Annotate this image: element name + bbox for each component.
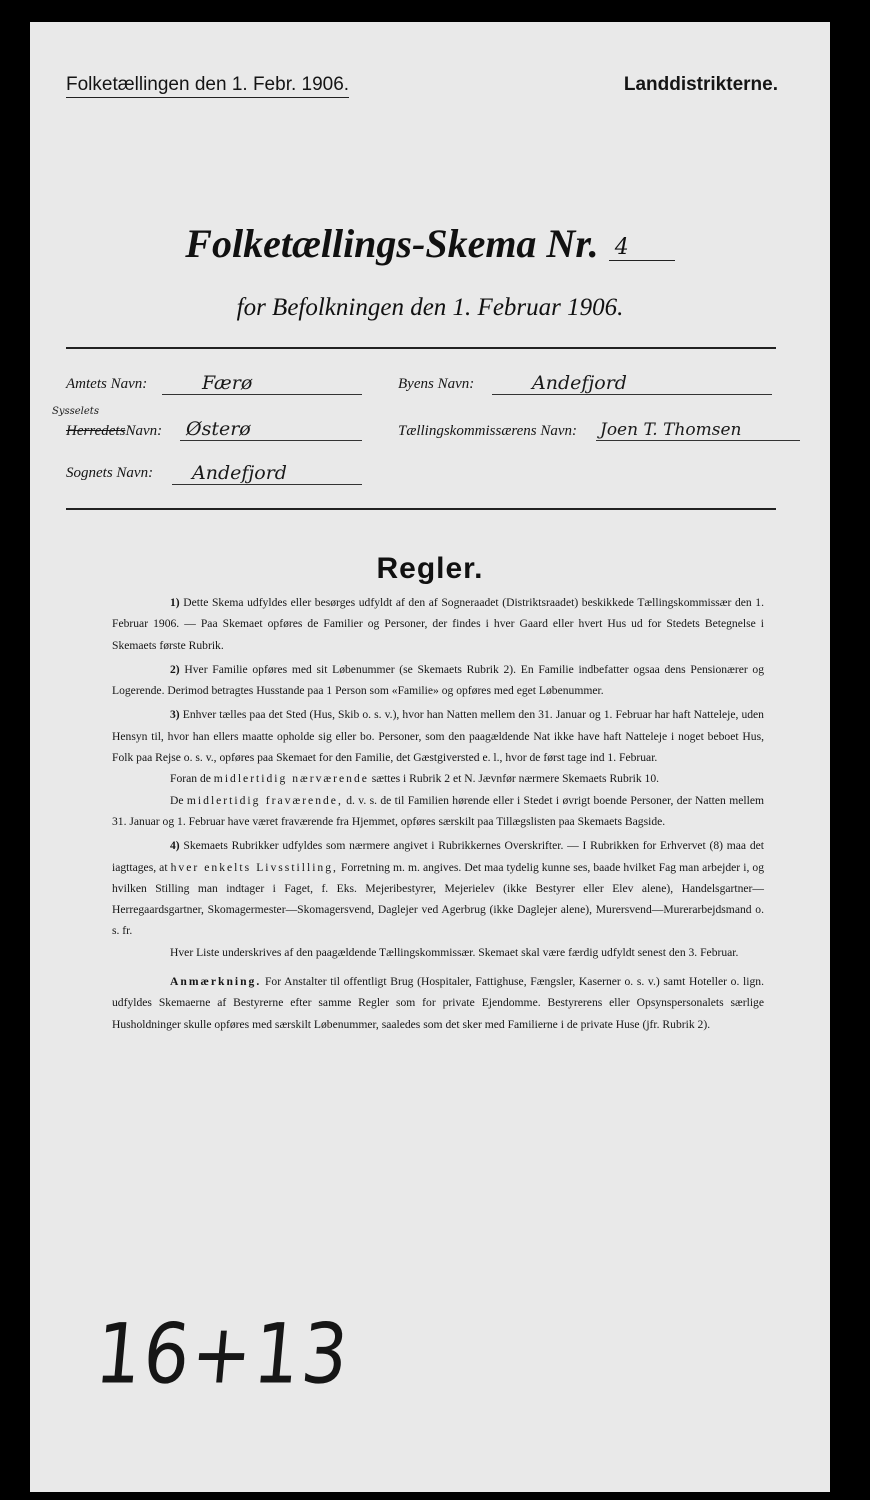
rule-3: 3) Enhver tælles paa det Sted (Hus, Skib o. s. v.), hvor han Natten mellem den 31. Januar og 1. Februar har haft Natteleje, uden Hensyn til, hvor han ellers maatte opholde sig eller bo. Personer, som den paagældende Nat ikke have haft Natteleje i noget beboet Hus, Folk paa Rejse o. s. v., opføres paa Skemaet for den Familie, det Gæstgiversted e. l., hvor de først tage ind 1. Februar. (112, 708, 764, 765)
sogn-value: Andefjord (192, 462, 287, 484)
herred-label-rest: Navn: (125, 423, 163, 439)
amt-value: Færø (202, 372, 253, 394)
herred-label (66, 423, 162, 440)
by-label: Byens Navn: (398, 376, 475, 392)
form-subtitle: for Befolkningen den 1. Februar 1906. (236, 294, 624, 321)
amt-label: Amtets Navn: (66, 376, 148, 392)
form-number: 4 (609, 235, 675, 261)
sogn-label: Sognets Navn: (66, 465, 154, 481)
rules-heading: Regler. (376, 552, 484, 585)
handwritten-count-note: 16+13 (91, 1305, 354, 1403)
by-line (492, 368, 772, 395)
bottom-divider (66, 508, 776, 510)
rule-1: 1) Dette Skema udfyldes eller besørges udfyldt af den af Sogneraadet (Distriktsraadet) beskikkede Tællingskommissær den 1. Februar 1906. — Paa Skemaet opføres de Familier og Personer, der findes i hver Gaard eller hvert Hus ud for Stedets Betegnelse i Skemaets første Rubrik. (112, 596, 764, 652)
kommissaer-label: Tællingskommissærens Navn: (398, 423, 578, 439)
amt-line (162, 368, 362, 395)
rule-4: 4) Skemaets Rubrikker udfyldes som nærmere angivet i Rubrikkernes Overskrifter. — I Rubrikken for Erhvervet (8) maa det iagttages, at hver enkelts Livsstilling, Forretning m. m. angives. Det maa tydelig kunne ses, baade hvilket Fag man arbejder i, og hvilken Stilling man indtager i Faget, f. Eks. Mejeribestyrer, Mejerielev (ikke Bestyrer eller Elev alene), Handelsgartner—Herregaardsgartner, Skomagermester—Skomagersvend, Daglejer ved Agerbrug (ikke Daglejer alene), Murersvend—Murerarbejdsmand o. s. fr. (112, 839, 764, 938)
district-type-header: Landdistrikterne. (623, 74, 778, 95)
kommissaer-value: Joen T. Thomsen (600, 420, 742, 440)
rule-4-signature: Hver Liste underskrives af den paagældende Tællingskommissær. Skemaet skal være færdig udfyldt senest den 3. Februar. (170, 945, 739, 959)
rule-2: 2) Hver Familie opføres med sit Løbenummer (se Skemaets Rubrik 2). En Familie indbefatter ogsaa dens Pensionærer og Logerende. Derimod betragtes Husstande paa 1 Person som «Familie» og opføres med eget Løbenummer. (112, 662, 764, 698)
form-title (30, 220, 830, 267)
form-title-text: Folketællings-Skema Nr. (185, 221, 599, 266)
rule-3-absent: De midlertidig fraværende, d. v. s. de til Familien hørende eller i Stedet i øvrigt boende Personer, der Natten mellem 31. Januar og 1. Februar have været fraværende fra Hjemmet, opføres særskilt paa Tillægslisten paa Skemaets Bagside. (112, 793, 764, 828)
herred-line (180, 414, 362, 441)
herred-value: Østerø (186, 418, 251, 440)
census-form-page (30, 22, 830, 1492)
sogn-line (172, 458, 362, 485)
herred-correction-note: Sysselets (52, 406, 99, 417)
annotation-note: Anmærkning. For Anstalter til offentligt Brug (Hospitaler, Fattighuse, Fængsler, Kaserner o. s. v.) samt Hoteller o. lign. udfyldes Skemaerne af Bestyrerne efter samme Regler som for private Ejendomme. Bestyrerens eller Opsynspersonalets særlige Husholdninger skulle opføres med særskilt Løbenummer, saaledes som det sker med Familierne i de private Huse (jfr. Rubrik 2). (112, 975, 764, 1031)
rule-3-present: Foran de midlertidig nærværende sættes i Rubrik 2 et N. Jævnfør nærmere Skemaets Rubrik 10. (170, 772, 660, 786)
by-value: Andefjord (532, 372, 627, 394)
top-divider (66, 347, 776, 349)
census-header-title: Folketællingen den 1. Febr. 1906. (66, 74, 349, 98)
rules-body (112, 592, 764, 1038)
herred-label-struck: Herredets (66, 423, 126, 439)
kommissaer-line (596, 414, 800, 441)
